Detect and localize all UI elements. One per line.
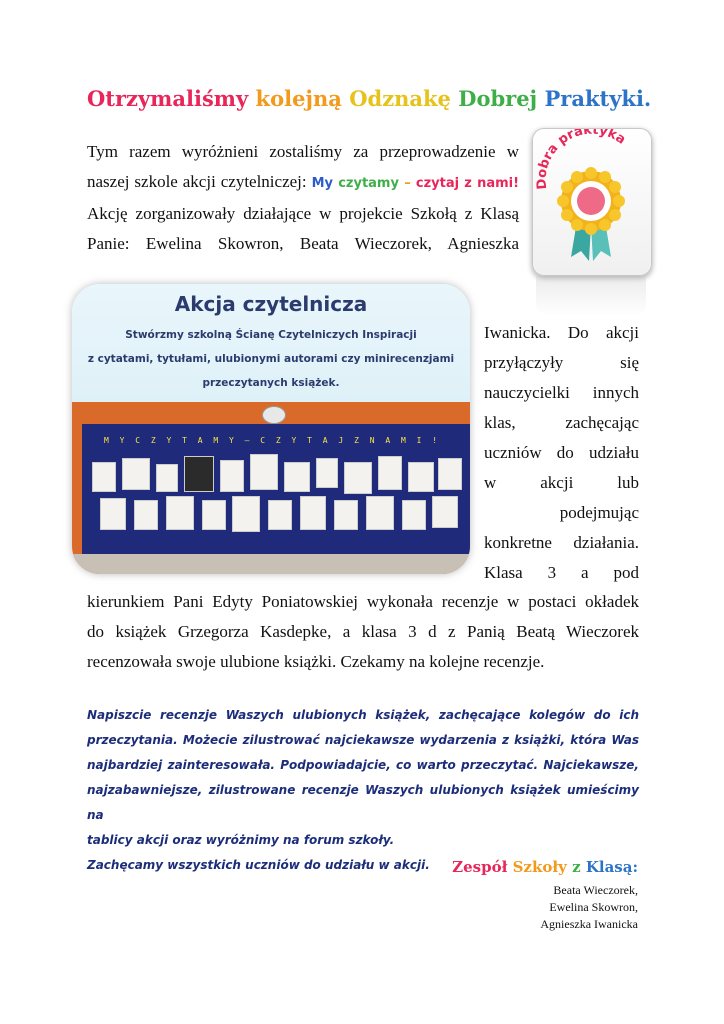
review-card (432, 496, 458, 528)
review-card (378, 456, 402, 490)
badge-reflection (536, 276, 646, 316)
good-practice-badge (532, 128, 652, 276)
cta-line: Napiszcie recenzje Waszych ulubionych książek, zachęcające kolegów do ich (87, 708, 639, 722)
text-line: konkretne działania. (484, 533, 639, 552)
review-card (184, 456, 214, 492)
text-line: do książek Grzegorza Kasdepke, a klasa 3 d z Panią Beatą Wieczorek (87, 622, 639, 641)
review-card (232, 496, 260, 532)
clock-icon (262, 406, 286, 424)
text-line: klas, zachęcając (484, 413, 639, 432)
review-card (402, 500, 426, 530)
badge-text: Dobra praktyka (534, 129, 629, 190)
review-card (220, 460, 244, 492)
signature-name: Agnieszka Iwanicka (540, 917, 638, 931)
review-card (344, 462, 372, 494)
highlight-word: – (404, 176, 411, 191)
text-line: Akcję zorganizowały działające w projekcie Szkołą z Klasą (87, 204, 519, 223)
text-line: recenzowała swoje ulubione książki. Czekamy na kolejne recenzje. (87, 652, 545, 671)
photo-subtitle: przeczytanych książek. (202, 377, 340, 389)
review-card (268, 500, 292, 530)
text-line: podejmując (559, 503, 639, 522)
review-card (166, 496, 194, 530)
photo-subtitle: z cytatami, tytułami, ulubionymi autorami czy minirecenzjami (87, 353, 455, 365)
review-card (202, 500, 226, 530)
text-line: przyłączyły się (484, 353, 639, 372)
signature-name: Beata Wieczorek, (553, 883, 638, 897)
text-line (87, 167, 519, 199)
title-word: Dobrej (458, 86, 538, 111)
review-card (122, 458, 150, 490)
signature-word: z (572, 858, 581, 876)
review-card (316, 458, 338, 488)
review-card (250, 454, 278, 490)
text-line: w akcji lub (484, 473, 639, 492)
signature-title (452, 858, 638, 876)
review-card (408, 462, 434, 492)
cta-line: tablicy akcji oraz wyróżnimy na forum szkoły. (87, 833, 395, 847)
side-paragraph (484, 318, 639, 588)
title-word: kolejną (255, 86, 342, 111)
rosette-icon (533, 129, 651, 275)
signature-names (540, 882, 638, 933)
photo-subtitle: Stwórzmy szkolną Ścianę Czytelniczych Inspiracji (125, 329, 417, 341)
review-card (284, 462, 310, 492)
title-word: Praktyki. (544, 86, 652, 111)
call-to-action (87, 703, 639, 878)
continuation-paragraph (87, 587, 639, 677)
review-card (100, 498, 126, 530)
cta-line: najbardziej zainteresowała. Podpowiadajcie, co warto przeczytać. Najciekawsze, (87, 758, 639, 772)
text-line: kierunkiem Pani Edyty Poniatowskiej wykonała recenzje w postaci okładek (87, 592, 639, 611)
review-card (92, 462, 116, 492)
text-line: Tym razem wyróżnieni zostaliśmy za przeprowadzenie w (87, 142, 519, 161)
title-word: Otrzymaliśmy (87, 86, 249, 111)
review-card (156, 464, 178, 492)
review-card (134, 500, 158, 530)
signature-word: Klasą: (585, 858, 638, 876)
floor (72, 554, 470, 574)
text-line: Klasa 3 a pod (484, 563, 639, 582)
board-banner: M Y C Z Y T A M Y – C Z Y T A J Z N A M I ! (103, 436, 441, 445)
text-fragment: naszej szkole akcji czytelniczej: (87, 172, 307, 191)
text-line: nauczycielki innych (484, 383, 639, 402)
action-name-highlight (312, 176, 519, 191)
reading-action-photo (72, 284, 470, 574)
photo-title: Akcja czytelnicza (174, 292, 368, 316)
signature-word: Szkoły (512, 858, 567, 876)
review-card (300, 496, 326, 530)
intro-paragraph (87, 137, 519, 259)
cta-line: Zachęcamy wszystkich uczniów do udziału w akcji. (87, 858, 430, 872)
text-line: Panie: Ewelina Skowron, Beata Wieczorek, Agnieszka (87, 234, 519, 253)
highlight-word: My (311, 176, 333, 191)
highlight-word: czytaj z nami! (415, 176, 520, 191)
review-card (438, 458, 462, 490)
title-word: Odznakę (349, 86, 451, 111)
signature-word: Zespół (452, 858, 508, 876)
text-line: Iwanicka. Do akcji (484, 323, 639, 342)
text-line: uczniów do udziału (484, 443, 639, 462)
review-card (334, 500, 358, 530)
cta-line: najzabawniejsze, zilustrowane recenzje Waszych ulubionych książek umieścimy na (87, 783, 639, 822)
page-title (87, 84, 652, 114)
review-card (366, 496, 394, 530)
highlight-word: czytamy (338, 176, 399, 191)
signature-name: Ewelina Skowron, (549, 900, 638, 914)
cta-line: przeczytania. Możecie zilustrować najciekawsze wydarzenia z książki, która Was (87, 733, 639, 747)
